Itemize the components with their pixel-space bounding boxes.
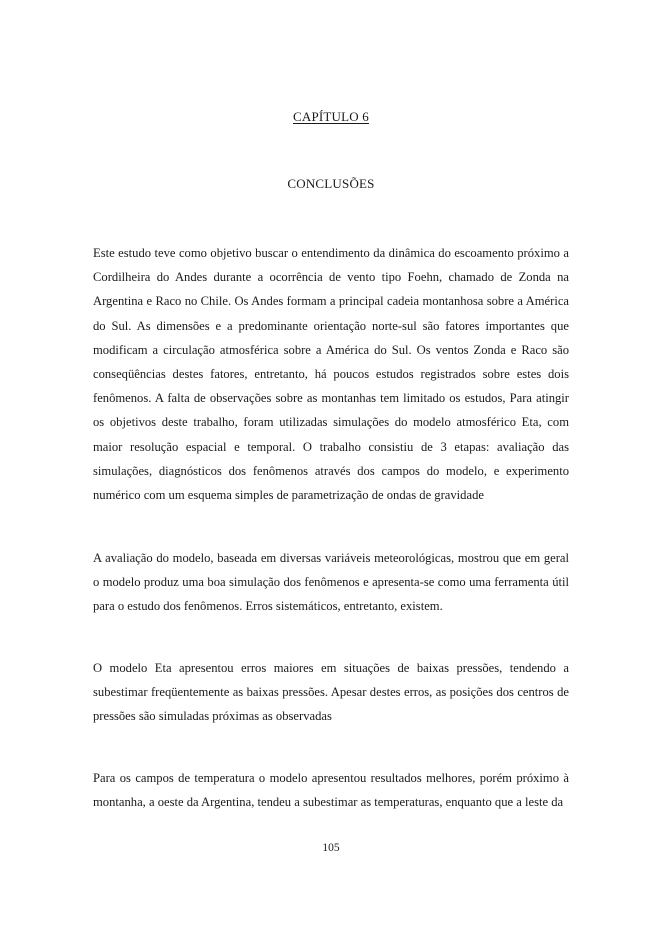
paragraph-model-evaluation: A avaliação do modelo, baseada em diversas variáveis meteorológicas, mostrou que em geral o modelo produz uma boa simulação dos fenômenos e apresenta-se como uma ferramenta útil para o estudo dos fenômenos. Erros sistemáticos, entretanto, existem.	[93, 551, 569, 614]
page-number: 105	[322, 842, 340, 854]
paragraph-objective: Este estudo teve como objetivo buscar o entendimento da dinâmica do escoamento próximo a Cordilheira do Andes durante a ocorrência de vento tipo Foehn, chamado de Zonda na Argentina e Raco no Chile. Os Andes formam a principal cadeia montanhosa sobre a América do Sul. As dimensões e a predominante orientação norte-sul são fatores importantes que modificam a circulação atmosférica sobre a América do Sul. Os ventos Zonda e Raco são conseqüências destes fatores, entretanto, há poucos estudos registrados sobre estes dois fenômenos. A falta de observações sobre as montanhas tem limitado os estudos, Para atingir os objetivos deste trabalho, foram utilizadas simulações do modelo atmosférico Eta, com maior resolução espacial e temporal. O trabalho consistiu de 3 etapas: avaliação das simulações, diagnósticos dos fenômenos através dos campos do modelo, e experimento numérico com um esquema simples de parametrização de ondas de gravidade	[93, 246, 569, 503]
paragraph-temperature-fields: Para os campos de temperatura o modelo apresentou resultados melhores, porém próximo à montanha, a oeste da Argentina, tendeu a subestimar as temperaturas, enquanto que a leste da	[93, 771, 569, 810]
chapter-label: CAPÍTULO 6	[292, 109, 370, 124]
paragraph-pressure-errors: O modelo Eta apresentou erros maiores em situações de baixas pressões, tendendo a subestimar freqüentemente as baixas pressões. Apesar destes erros, as posições dos centros de pressões são simuladas próximas as observadas	[93, 661, 569, 724]
section-title: CONCLUSÕES	[287, 176, 375, 191]
